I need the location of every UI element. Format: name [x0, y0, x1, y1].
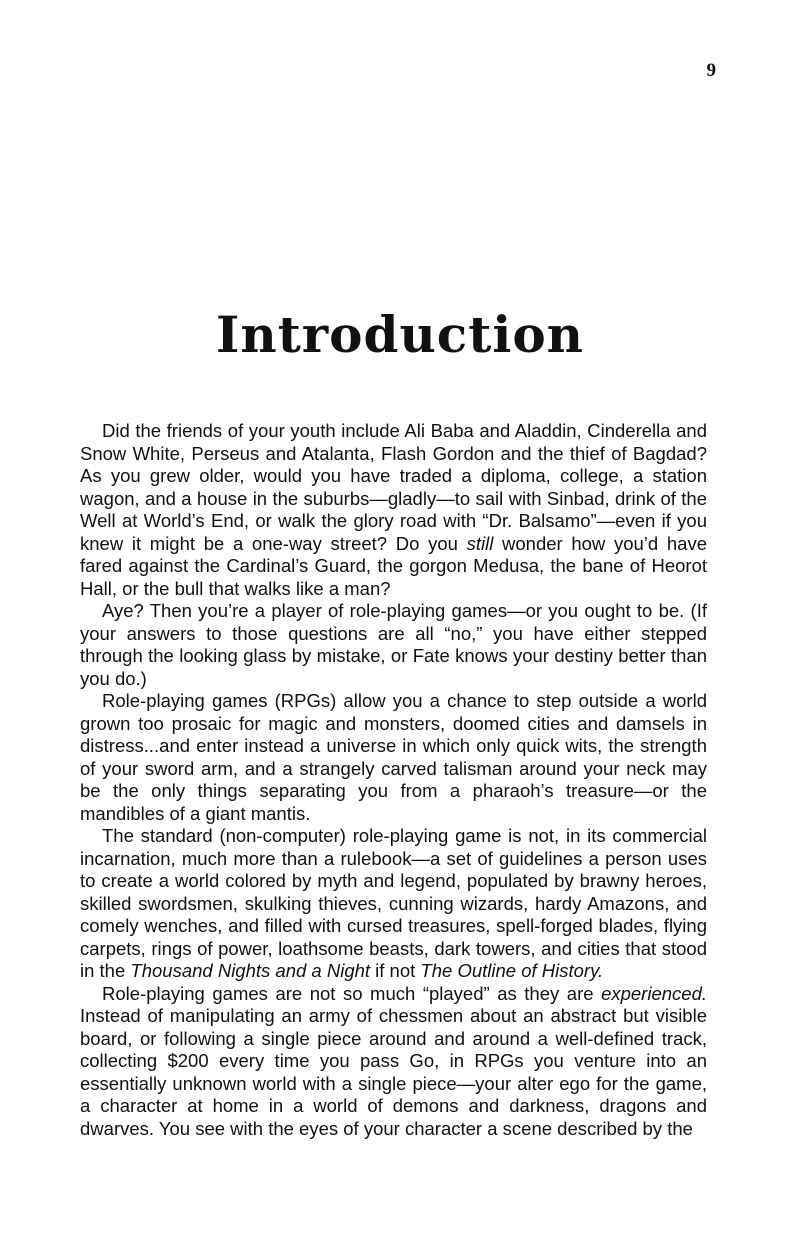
text-segment: Did the friends of your youth include Ali Baba and Aladdin, Cinderella and Snow White, Perseus and Atalanta, Flash Gordon and the thief of Bagdad? As you grew older, would you have traded a diploma, college, a station wagon, and a house in the suburbs—gladly—to sail with Sinbad, drink of the Well at World’s End, or walk the glory road with “Dr. Balsamo”—even if you knew it might be a one-way street? Do you — [80, 420, 707, 554]
text-segment: The standard (non-computer) role-playing game is not, in its commercial incarnation, much more than a rulebook—a set of guidelines a person uses to create a world colored by myth and legend, populated by brawny heroes, skilled swordsmen, skulking thieves, cunning wizards, hardy Amazons, and comely wenches, and filled with cursed treasures, spell-forged blades, flying carpets, rings of power, loathsome beasts, dark towers, and cities that stood in the — [80, 825, 707, 981]
text-segment: Aye? Then you’re a player of role-playing games—or you ought to be. (If your answers to those questions are all “no,” you have either stepped through the looking glass by mistake, or Fate knows your destiny better than you do.) — [80, 600, 707, 689]
italic-text: Thousand Nights and a Night — [130, 960, 371, 981]
text-segment: wonder how you’d have fared against the Cardinal’s Guard, the gorgon Medusa, the bane of Heorot Hall, or the bull that walks like a man? — [80, 532, 707, 599]
page-number: 9 — [706, 60, 716, 81]
paragraph — [80, 420, 707, 600]
italic-text: experienced. — [601, 982, 707, 1004]
text-segment: Role-playing games (RPGs) allow you a chance to step outside a world grown too prosaic for magic and monsters, doomed cities and damsels in distress...and enter instead a universe in which only quick wits, the strength of your sword arm, and a strangely carved talisman around your neck may be the only things separating you from a pharaoh’s treasure—or the mandibles of a giant mantis. — [80, 690, 707, 824]
paragraph — [80, 600, 707, 690]
text-segment: Role-playing games are not so much “played” as they are — [102, 982, 602, 1004]
paragraph — [80, 690, 707, 825]
italic-text: still — [466, 532, 494, 554]
paragraph — [80, 825, 707, 983]
text-segment: Instead of manipulating an army of chessmen about an abstract but visible board, or following a single piece around and around a well-defined track, collecting $200 every time you pass Go, in RPGs you venture into an essentially unknown world with a single piece—your alter ego for the game, a character at home in a world of demons and darkness, dragons and dwarves. You see with the eyes of your character a scene described by the — [80, 1005, 707, 1139]
chapter-title: Introduction — [215, 305, 585, 364]
paragraph — [80, 983, 707, 1141]
text-segment: if not — [370, 960, 421, 981]
italic-text: The Outline of History. — [420, 960, 604, 981]
body-text — [80, 420, 707, 1140]
